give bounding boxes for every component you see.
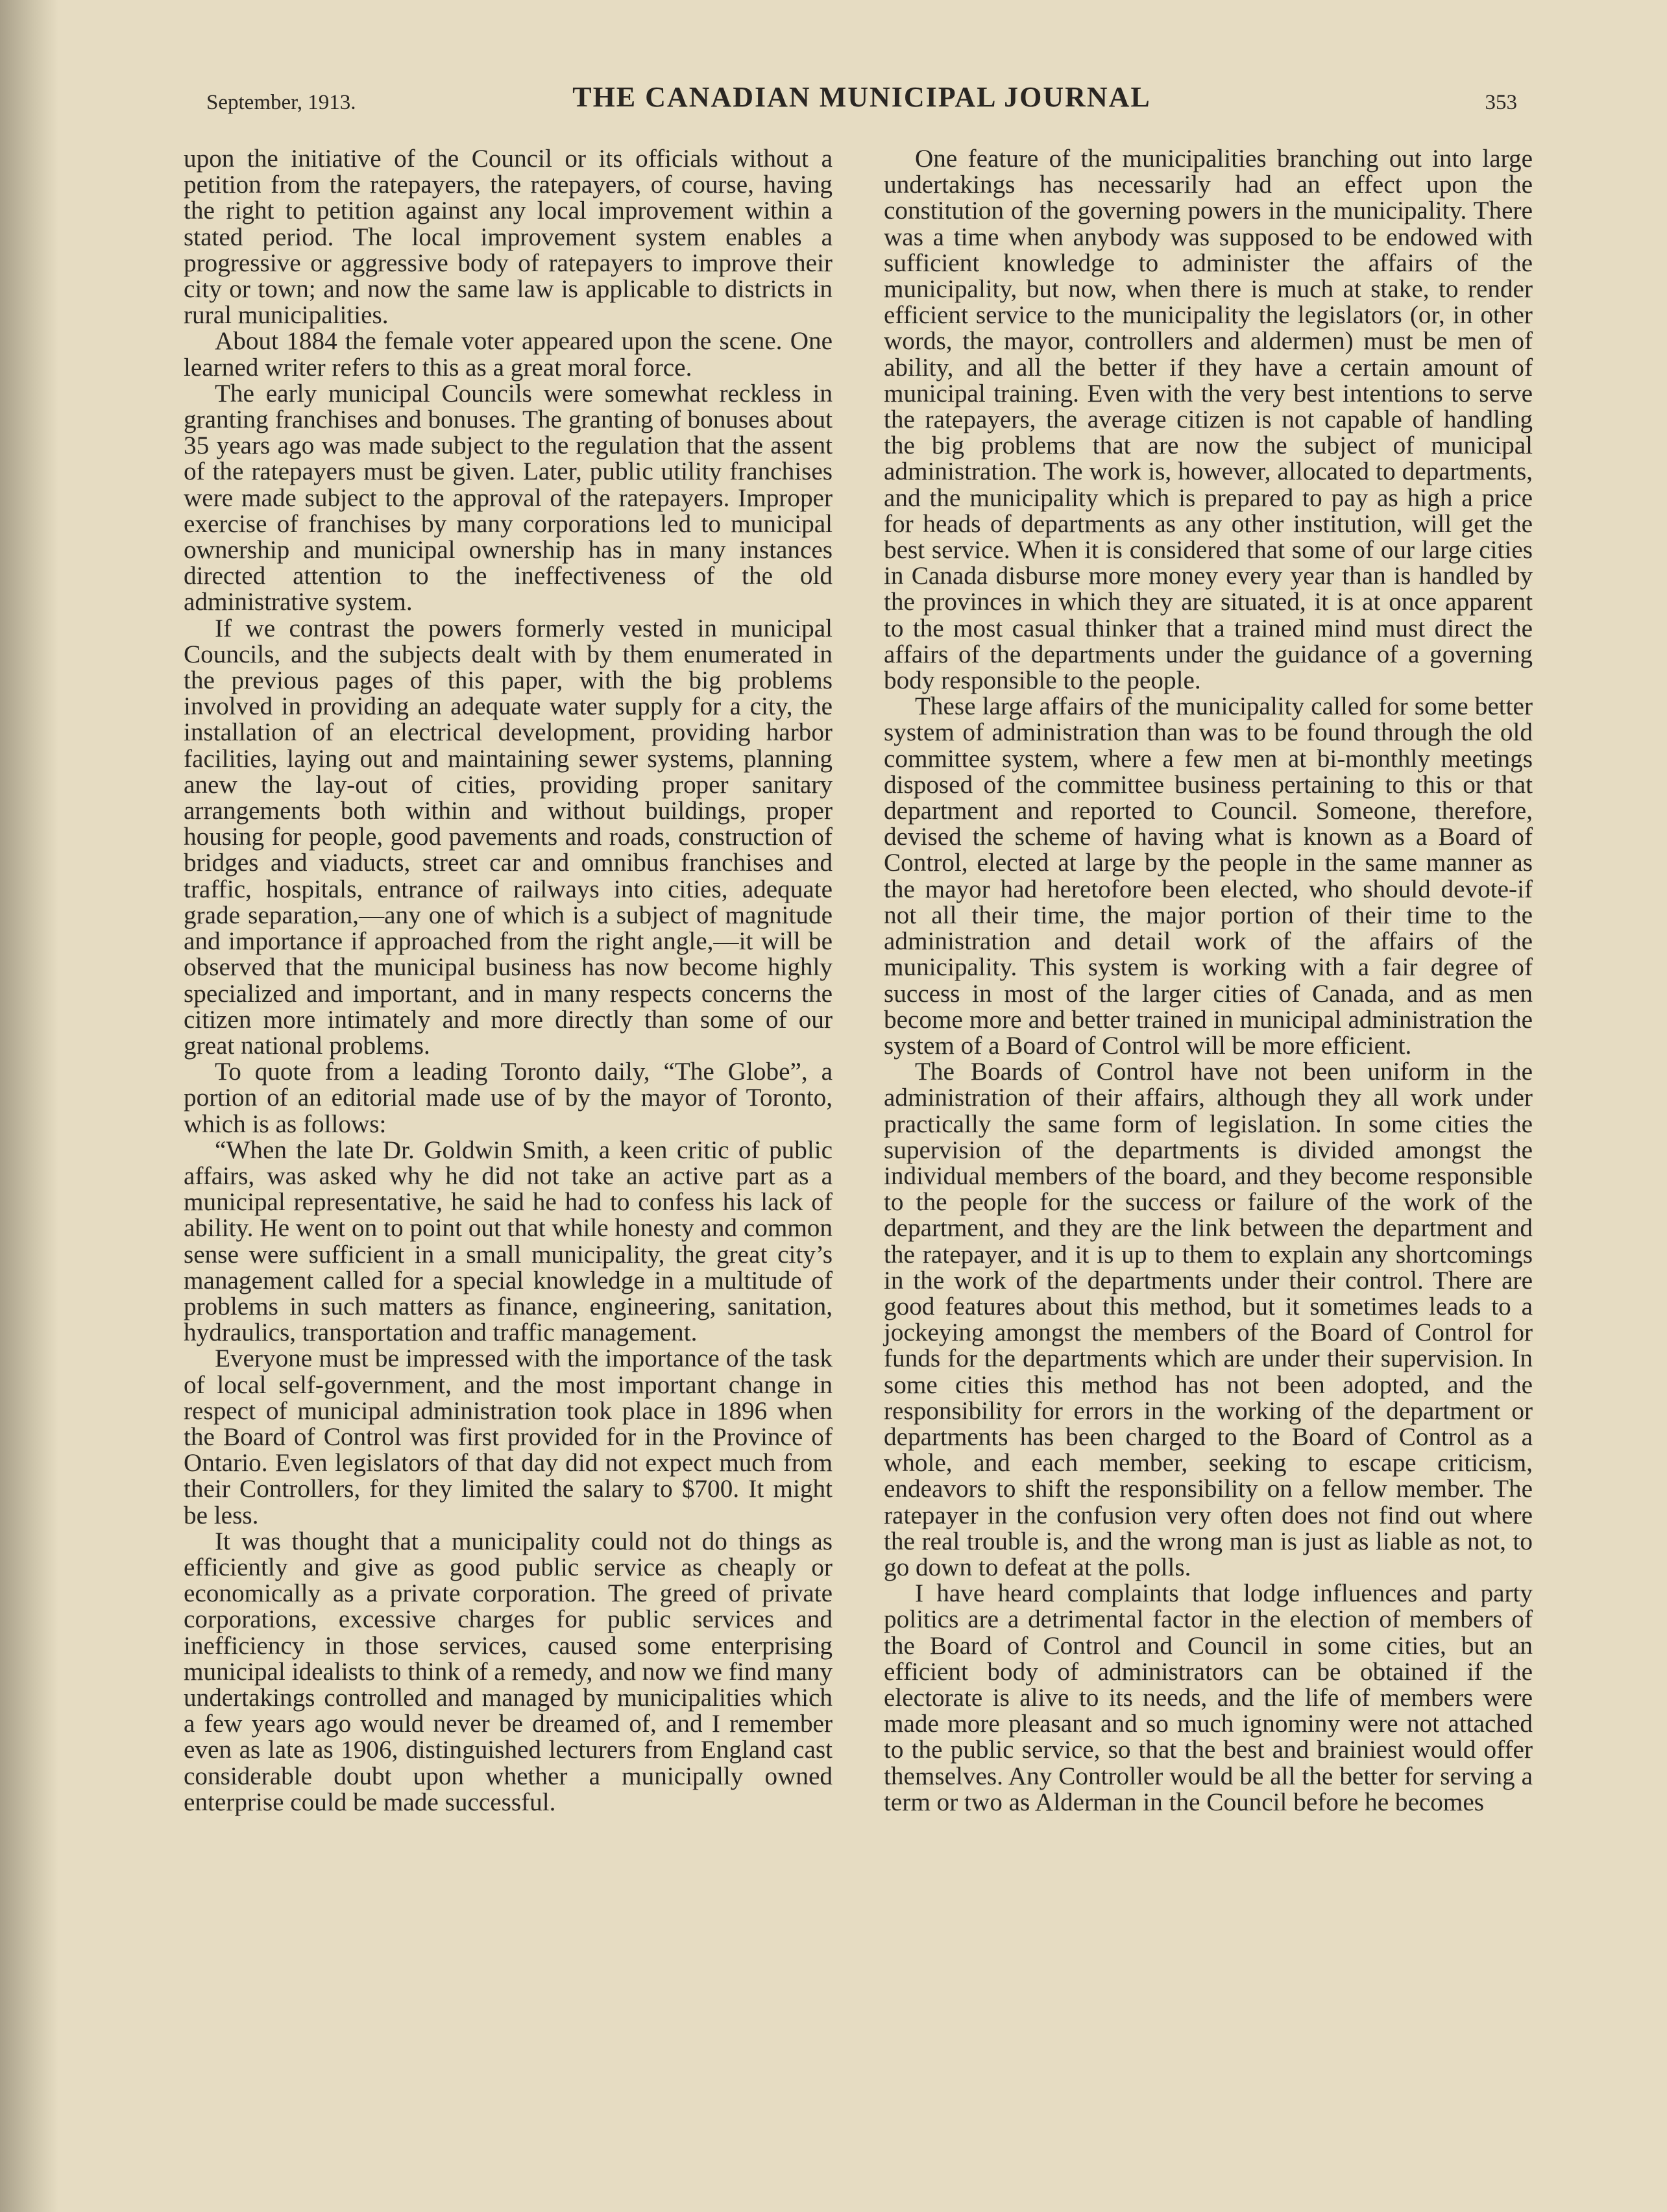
paragraph: If we contrast the powers formerly vested in municipal Councils, and the subjects dealt with by them enumerated in the previous pages of this paper, with the big problems involved in providing an adequate water supply for a city, the installation of an electrical development, providing harbor facilities, laying out and maintaining sewer systems, planning anew the lay-out of cities, providing proper sanitary arrangements both within and without buildings, proper housing for people, good pavements and roads, construction of bridges and viaducts, street car and omnibus franchises and traffic, hospitals, entrance of railways into cities, adequate grade separation,—any one of which is a subject of magnitude and importance if approached from the right angle,—it will be observed that the municipal business has now become highly specialized and important, and in many respects concerns the citizen more intimately and more directly than some of our great national problems. <box>184 614 833 1060</box>
paragraph: To quote from a leading Toronto daily, “The Globe”, a portion of an editorial made use of by the mayor of Toronto, which is as follows: <box>184 1058 833 1138</box>
page-number: 353 <box>1485 91 1517 114</box>
quotation-paragraph: “When the late Dr. Goldwin Smith, a keen critic of public affairs, was asked why he did not take an active part as a municipal representative, he said he had to confess his lack of ability. He went on to point out that while honesty and common sense were sufficient in a small municipality, the great city’s management called for a special knowledge in a multitude of problems in such matters as finance, engineering, sanitation, hydraulics, transportation and traffic management. <box>184 1136 833 1347</box>
page-gutter-shadow <box>0 0 58 2212</box>
journal-title: THE CANADIAN MUNICIPAL JOURNAL <box>572 81 1151 113</box>
paragraph: One feature of the municipalities branching out into large undertakings has necessarily had an effect upon the constitution of the governing powers in the municipality. There was a time when anybody was supposed to be endowed with sufficient knowledge to administer the affairs of the municipality, but now, when there is much at stake, to render efficient service to the municipality the legislators (or, in other words, the mayor, controllers and aldermen) must be men of ability, and all the better if they have a certain amount of municipal training. Even with the very best intentions to serve the ratepayers, the average citizen is not capable of handling the big problems that are now the subject of municipal administration. The work is, however, allocated to departments, and the municipality which is prepared to pay as high a price for heads of departments as any other institution, will get the best service. When it is considered that some of our large cities in Canada disburse more money every year than is handled by the provinces in which they are situated, it is at once apparent to the most casual thinker that a trained mind must direct the affairs of the departments under the guidance of a governing body responsible to the people. <box>884 145 1533 695</box>
running-head <box>206 77 1517 122</box>
paragraph: The Boards of Control have not been uniform in the administration of their affairs, although they all work under practically the same form of legislation. In some cities the supervision of the departments is divided amongst the individual members of the board, and they become responsible to the people for the success or failure of the work of the department, and they are the link between the department and the ratepayer, and it is up to them to explain any shortcomings in the work of the departments under their control. There are good features about this method, but it sometimes leads to a jockeying amongst the members of the Board of Control for funds for the departments which are under their supervision. In some cities this method has not been adopted, and the responsibility for errors in the working of the department or departments has been charged to the Board of Control as a whole, and each member, seeking to escape criticism, endeavors to shift the responsibility on a fellow member. The ratepayer in the confusion very often does not find out where the real trouble is, and the wrong man is just as liable as not, to go down to defeat at the polls. <box>884 1058 1533 1581</box>
issue-date: September, 1913. <box>206 91 356 114</box>
right-column <box>884 146 1533 1816</box>
paragraph: It was thought that a municipality could not do things as efficiently and give as good public service as cheaply or economically as a private corporation. The greed of private corporations, excessive charges for public services and inefficiency in those services, caused some enterprising municipal idealists to think of a remedy, and now we find many undertakings controlled and managed by municipalities which a few years ago would never be dreamed of, and I remember even as late as 1906, distinguished lecturers from England cast considerable doubt upon whether a municipally owned enterprise could be made successful. <box>184 1527 833 1816</box>
paragraph: The early municipal Councils were somewhat reckless in granting franchises and bonuses. The granting of bonuses about 35 years ago was made subject to the regulation that the assent of the ratepayers must be given. Later, public utility franchises were made subject to the approval of the ratepayers. Improper exercise of franchises by many corporations led to municipal ownership and municipal ownership has in many instances directed attention to the ineffectiveness of the old administrative system. <box>184 379 833 616</box>
paragraph-continued: upon the initiative of the Council or its officials without a petition from the ratepayers, the ratepayers, of course, having the right to petition against any local improvement within a stated period. The local improvement system enables a progressive or aggressive body of ratepayers to improve their city or town; and now the same law is applicable to districts in rural municipalities. <box>184 145 833 330</box>
paragraph: About 1884 the female voter appeared upon the scene. One learned writer refers to this as a great moral force. <box>184 327 833 382</box>
paragraph: Everyone must be impressed with the importance of the task of local self-government, and the most important change in respect of municipal administration took place in 1896 when the Board of Control was first provided for in the Province of Ontario. Even legislators of that day did not expect much from their Controllers, for they limited the salary to $700. It might be less. <box>184 1344 833 1529</box>
paragraph: I have heard complaints that lodge influences and party politics are a detrimental factor in the election of members of the Board of Control and Council in some cities, but an efficient body of administrators can be obtained if the electorate is alive to its needs, and the life of members were made more pleasant and so much ignominy were not attached to the public service, so that the best and brainiest would offer themselves. Any Controller would be all the better for serving a term or two as Alderman in the Council before he becomes <box>884 1579 1533 1816</box>
left-column <box>184 146 833 1816</box>
paragraph: These large affairs of the municipality called for some better system of administration than was to be found through the old committee system, where a few men at bi-monthly meetings disposed of the committee business pertaining to this or that department and reported to Council. Someone, therefore, devised the scheme of having what is known as a Board of Control, elected at large by the people in the same manner as the mayor had heretofore been elected, who should devote-if not all their time, the major portion of their time to the administration and detail work of the affairs of the municipality. This system is working with a fair degree of success in most of the larger cities of Canada, and as men become more and better trained in municipal administration the system of a Board of Control will be more efficient. <box>884 692 1533 1060</box>
